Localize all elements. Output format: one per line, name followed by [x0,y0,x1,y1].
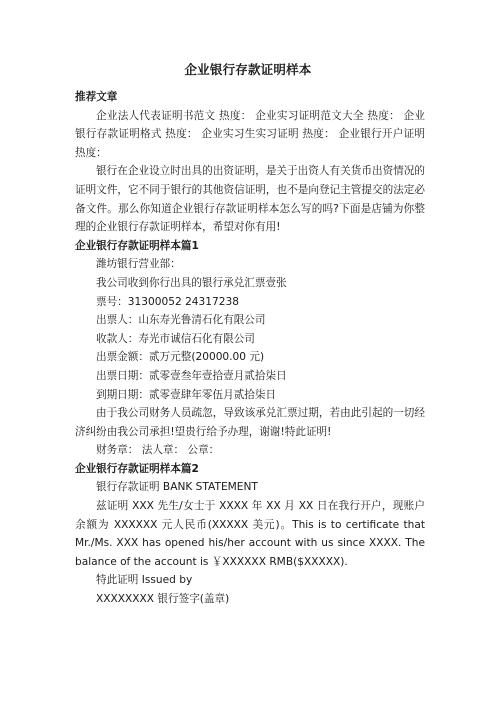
section2-issued: 特此证明 Issued by [96,574,193,587]
section1-line: 出票日期：贰零壹叁年壹拾壹月贰拾柒日 [96,369,287,382]
section1-line: 收款人：寿光市诚信石化有限公司 [96,332,255,345]
section2-body: 兹证明 XXX 先生/女士于 XXXX 年 XX 月 XX 日在我行开户，现账户余额为 XXXXXX 元人民币(XXXXX 美元)。This is to certificate that Mr./Ms. XXX has opened his/her account with us since XXXX. The balance of the account is ￥XXXXXX RMB($XXXXX). [75,500,425,568]
section1-line: 潍坊银行营业部： [96,258,181,271]
section1-line: 我公司收到你行出具的银行承兑汇票壹张 [96,276,287,289]
intro-paragraph: 银行在企业设立时出具的出资证明，是关于出资人有关货币出资情况的证明文件，它不同于银行的其他资信证明，也不是向登记主管提交的法定必备文件。那么你知道企业银行存款证明样本怎么写的吗?下面是店铺为你整理的企业银行存款证明样本，希望对你有用! [75,165,425,234]
section1-body: 由于我公司财务人员疏忽，导致该承兑汇票过期，若由此引起的一切经济纠纷由我公司承担!望贵行给予办理，谢谢!特此证明! [75,407,425,438]
section1-heading: 企业银行存款证明样本篇1 [75,239,199,252]
section1-line: 出票金额：贰万元整(20000.00 元) [96,351,265,364]
document-title: 企业银行存款证明样本 [184,62,312,77]
section2-line1: 银行存款证明 BANK STATEMENT [96,481,258,494]
document-body [75,88,425,609]
section1-sign: 财务章： 法人章： 公章： [96,444,220,457]
section1-line: 票号：31300052 24317238 [96,295,239,308]
section1-line: 出票人：山东寿光鲁清石化有限公司 [96,314,266,327]
recommend-text: 企业法人代表证明书范文 热度： 企业实习证明范文大全 热度： 企业银行存款证明格式 热度： 企业实习生实习证明 热度： 企业银行开户证明 热度： [75,109,425,159]
section2-heading: 企业银行存款证明样本篇2 [75,462,199,475]
recommend-heading: 推荐文章 [75,91,118,103]
section1-line: 到期日期：贰零壹肆年零伍月贰拾柒日 [96,388,277,401]
section2-bank-sign: XXXXXXXX 银行签字(盖章) [96,593,230,606]
